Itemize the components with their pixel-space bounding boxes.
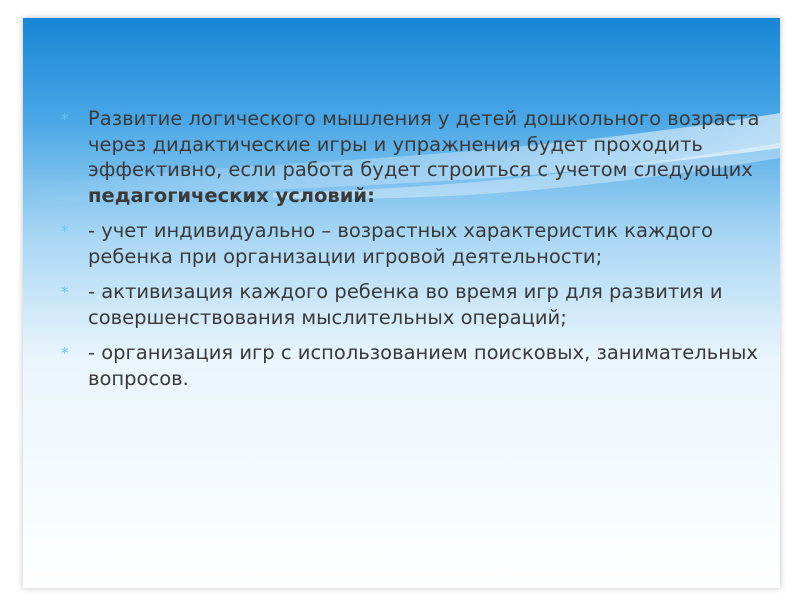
paragraph-text: - учет индивидуально – возрастных характеристик каждого ребенка при организации игровой деятельности; (88, 219, 714, 268)
slide-content (53, 106, 768, 401)
bullet-icon: * (61, 283, 69, 301)
paragraph-text: Развитие логического мышления у детей дошкольного возраста через дидактические игры и упражнения будет проходить эффективно, если работа будет строиться с учетом следующих (88, 107, 760, 181)
bullet-icon: * (61, 344, 69, 362)
bullet-icon: * (61, 222, 69, 240)
paragraph-text: - активизация каждого ребенка во время игр для развития и совершенствования мыслительных операций; (88, 280, 723, 329)
presentation-slide (23, 18, 780, 588)
paragraph-bullet-1 (53, 218, 768, 269)
bullet-icon: * (61, 110, 69, 128)
paragraph-intro (53, 106, 768, 208)
paragraph-bullet-3 (53, 340, 768, 391)
paragraph-bold-text: педагогических условий: (88, 183, 375, 207)
paragraph-bullet-2 (53, 279, 768, 330)
paragraph-text: - организация игр с использованием поисковых, занимательных вопросов. (88, 341, 758, 390)
